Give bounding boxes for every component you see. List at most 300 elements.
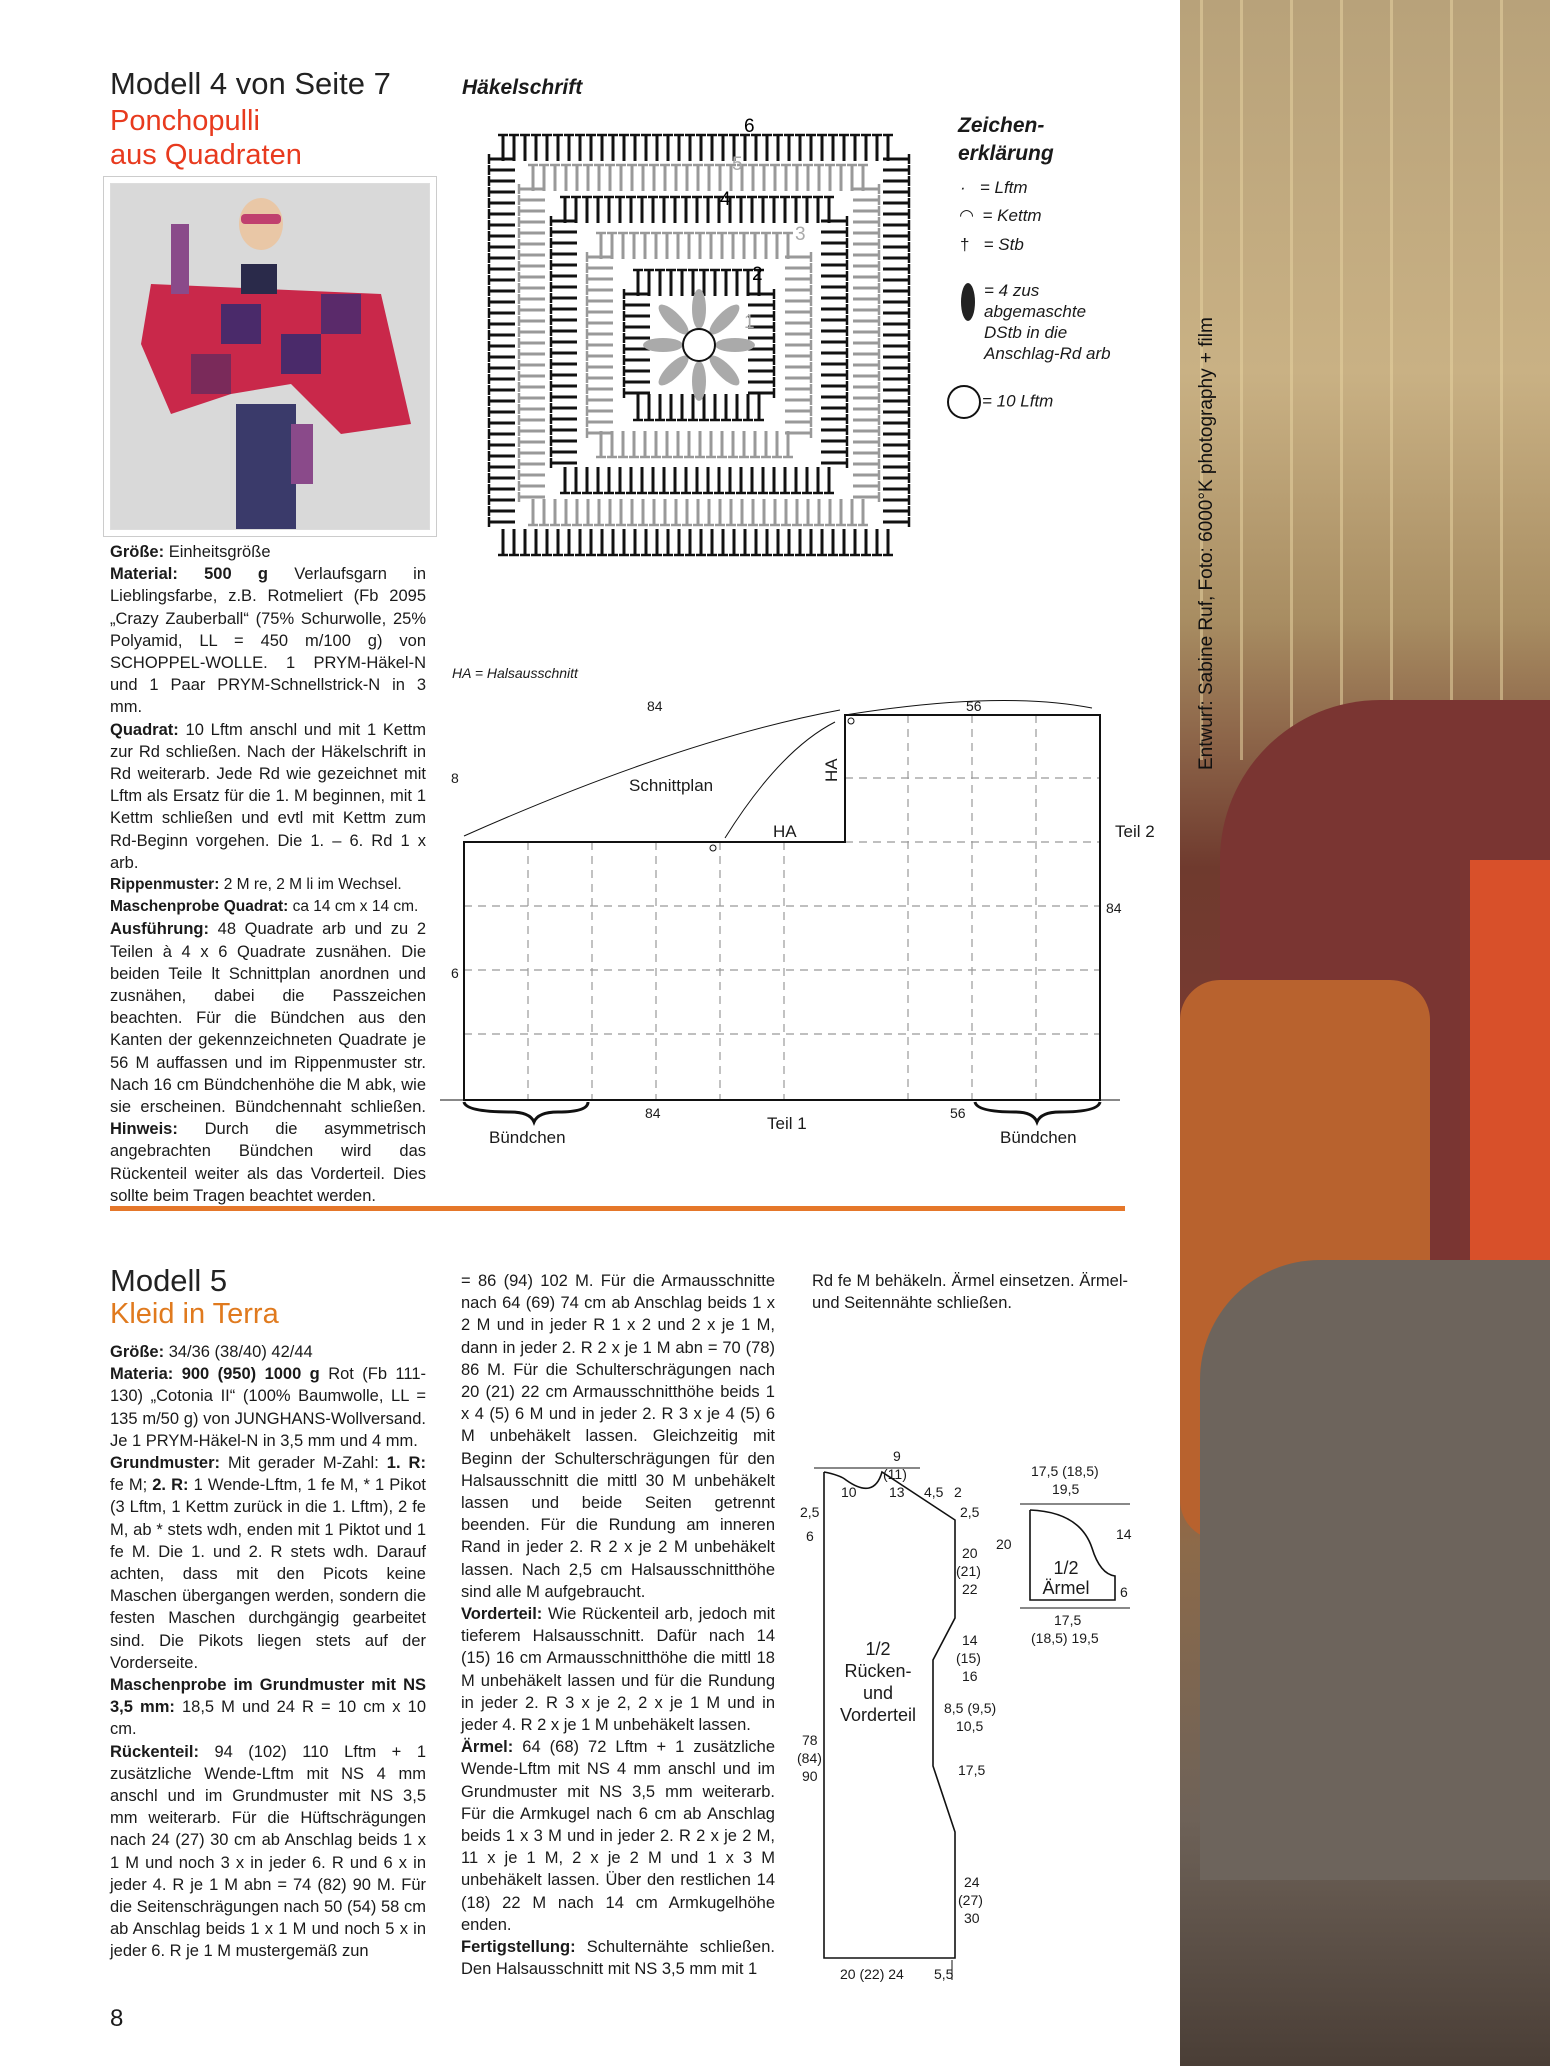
stitch-symbol [821,447,847,457]
stitch-symbol [692,467,702,493]
model4-instructions: Größe: Einheitsgröße Material: 500 g Verlaufsgarn in Lieblingsfarbe, z.B. Rotmeliert (Fb 2095 „Crazy Zauberball“ (75% Schurwolle, 25% Polyamid, LL = 450 m/100 g) von SCHOPPEL-WOLLE. 1 PRYM-Häkel-N und 1 Paar PRYM-Schnellstrick-N in 3 mm. Quadrat: 10 Lftm anschl und mit 1 Kettm zur Rd schließen. Nach der Häkelschrift in Rd weiterarb. Jede Rd wie gezeichnet mit Lftm als Ersatz für die 1. M beginnen, mit 1 Kettm schließen und evtl mit Kettm zum Rd-Beginn vorgehen. Die 1. – 6. Rd 1 x arb. Rippenmuster: 2 M re, 2 M li im Wechsel. Maschenprobe Quadrat: ca 14 cm x 14 cm. Ausführung: 48 Quadrate arb und zu 2 Teilen à 4 x 6 Quadrate zusnähen. Die beiden Teile lt Schnittplan anordnen und zusnähen, dabei die Passzeichen beachten. Für die Bündchen aus den Kanten der gekennzeichneten Quadrate je 56 M auffassen und im Rippenmuster str. Nach 16 cm Bündchenhöhe die M abk, wie sie erscheinen. Bündchennaht schließen. Hinweis: Durch die asymmetrisch angebrachten Bündchen wird das Rückenteil weiter als das Vorderteil. Dies sollte beim Tragen beachtet werden. [110,543,427,1205]
stitch-symbol [853,382,879,392]
stitch-symbol [572,499,582,525]
body-bottom-55: 5,5 [934,1966,954,1982]
stitch-symbol [489,209,515,219]
arc-icon: ◠ [960,206,974,225]
stitch-symbol [651,233,661,259]
stitch-symbol [587,384,613,394]
stitch-symbol [693,499,703,525]
stitch-symbol [649,165,659,191]
stitch-symbol [587,417,613,427]
stitch-symbol [489,308,515,318]
stitch-symbol [586,529,596,555]
stitch-symbol [785,263,811,273]
stitch-symbol [637,467,647,493]
stitch-symbol [660,165,670,191]
stitch-symbol [551,447,577,457]
stitch-symbol [821,282,847,292]
stitch-symbol [615,197,625,223]
stitch-symbol [624,300,650,310]
stitch-symbol [748,300,774,310]
stitch-symbol [597,529,607,555]
stitch-symbol [817,529,827,555]
body-arm-20: 20 [962,1545,978,1561]
stitch-symbol [783,431,793,457]
stitch-symbol [785,318,811,328]
stitch-symbol [641,529,651,555]
model4-title-line2: aus Quadraten [110,139,302,171]
stitch-symbol [587,362,613,372]
stitch-symbol [696,135,706,161]
stitch-symbol [519,327,545,337]
stitch-symbol [682,499,692,525]
stitch-symbol [883,297,909,307]
stitch-symbol [726,499,736,525]
stitch-symbol [560,197,570,223]
stitch-symbol [759,499,769,525]
stitch-symbol [489,264,515,274]
stitch-symbol [551,304,577,314]
stitch-symbol [685,529,695,555]
stitch-symbol [652,135,662,161]
stitch-symbol [553,135,563,161]
stitch-symbol [489,341,515,351]
body-label: 1/2 Rücken- und Vorderteil [839,1639,917,1725]
stitch-symbol [551,370,577,380]
stitch-symbol [883,187,909,197]
stitch-symbol [519,239,545,249]
stitch-symbol [883,462,909,472]
stitch-symbol [718,135,728,161]
stitch-symbol [747,197,757,223]
stitch-symbol [791,467,801,493]
stitch-symbol [663,529,673,555]
stitch-symbol [619,135,629,161]
sleeve-label: 1/2 Ärmel [1042,1558,1090,1598]
stitch-symbol [542,135,552,161]
stitch-symbol [670,467,680,493]
stitch-symbol [619,529,629,555]
stitch-symbol [853,228,879,238]
stitch-symbol [737,499,747,525]
stitch-symbol [489,495,515,505]
body-top-9: 9 [893,1448,901,1464]
stitch-symbol [748,165,758,191]
stitch-symbol [732,270,742,296]
stitch-symbol [853,360,879,370]
stitch-symbol [587,395,613,405]
stitch-symbol [489,407,515,417]
stitch-symbol [707,529,717,555]
stitch-symbol [821,238,847,248]
stitch-symbol [489,396,515,406]
stitch-symbol [728,233,738,259]
stitch-symbol [551,315,577,325]
stitch-symbol [795,529,805,555]
fashion-photo [1180,0,1550,2066]
stitch-symbol [489,253,515,263]
stitch-symbol [604,467,614,493]
stitch-symbol [489,198,515,208]
stitch-symbol [587,406,613,416]
stitch-symbol [715,165,725,191]
stitch-symbol [519,470,545,480]
stitch-symbol [587,296,613,306]
stitch-symbol [714,467,724,493]
stitch-symbol [633,270,643,296]
stitch-symbol [743,394,753,420]
stitch-symbol [759,165,769,191]
stitch-symbol [519,294,545,304]
body-hip-24: 24 [964,1874,980,1890]
stitch-symbol [666,394,676,420]
stitch-symbol [803,499,813,525]
stitch-symbol [489,462,515,472]
sleeve-top2: 19,5 [1052,1481,1080,1497]
stitch-symbol [883,308,909,318]
stitch-symbol [748,355,774,365]
stitch-symbol [728,431,738,457]
stitch-symbol [821,414,847,424]
body-top-10: 10 [841,1484,857,1500]
stitch-symbol [498,529,508,555]
stitch-symbol [847,499,857,525]
stitch-symbol [551,260,577,270]
model5-heading: Modell 5 [110,1263,228,1298]
stitch-symbol [780,467,790,493]
stitch-symbol [633,394,643,420]
body-mid-105: 10,5 [956,1718,984,1734]
stitch-symbol [560,467,570,493]
stitch-symbol [853,437,879,447]
stitch-symbol [652,529,662,555]
cluster-stitch [692,361,706,401]
stitch-symbol [582,467,592,493]
stitch-symbol [677,394,687,420]
stitch-symbol [519,217,545,227]
stitch-symbol [519,415,545,425]
stitch-symbol [883,275,909,285]
stitch-symbol [616,499,626,525]
stitch-symbol [572,165,582,191]
stitch-symbol [587,318,613,328]
stitch-symbol [692,197,702,223]
stitch-symbol [836,499,846,525]
photo-credit: Entwurf: Sabine Ruf, Foto: 6000°K photography + film [1196,317,1217,770]
stitch-symbol [627,165,637,191]
stitch-symbol [551,348,577,358]
stitch-symbol [853,316,879,326]
stitch-symbol [519,448,545,458]
round-4: 4 [720,189,731,210]
stitch-symbol [785,406,811,416]
body-top-45: 4,5 [924,1484,944,1500]
stitch-symbol [681,197,691,223]
stitch-symbol [551,271,577,281]
body-neck-15: (15) [956,1650,981,1666]
stitch-symbol [739,431,749,457]
stitch-symbol [596,233,606,259]
page-number: 8 [110,2005,124,2032]
stitch-symbol [587,340,613,350]
stitch-symbol [630,529,640,555]
stitch-symbol [674,135,684,161]
stitch-symbol [839,529,849,555]
legend-kettm: ◠ = Kettm [960,206,1042,225]
stitch-symbol [853,272,879,282]
body-neck-14: 14 [962,1632,978,1648]
stitch-symbol [649,499,659,525]
stitch-symbol [785,296,811,306]
stitch-symbol [736,467,746,493]
stitch-symbol [519,305,545,315]
stitch-symbol [750,233,760,259]
stitch-symbol [489,484,515,494]
stitch-symbol [519,404,545,414]
stitch-symbol [780,197,790,223]
stitch-symbol [551,414,577,424]
stitch-symbol [618,233,628,259]
stitch-symbol [648,467,658,493]
stitch-symbol [519,206,545,216]
stitch-symbol [519,228,545,238]
stitch-symbol [791,197,801,223]
stitch-symbol [575,529,585,555]
stitch-symbol [883,231,909,241]
model4-photo [110,183,430,530]
stitch-symbol [785,395,811,405]
stitch-symbol [883,352,909,362]
stitch-symbol [659,197,669,223]
stitch-symbol [773,135,783,161]
stitch-symbol [561,499,571,525]
stitch-symbol [624,322,650,332]
body-len-90: 90 [802,1768,818,1784]
cluster-stitch [705,300,743,338]
stitch-symbol [551,293,577,303]
stitch-symbol [821,370,847,380]
stb-icon: † [960,235,970,254]
stitch-symbol [551,392,577,402]
stitch-symbol [519,283,545,293]
dim-bottom-left: 84 [645,1105,661,1121]
circle-icon [946,384,982,420]
stitch-symbol [853,492,879,502]
ha-vertical-label: HA [822,758,841,782]
legend-title: Zeichen- erklärung [958,114,1054,165]
stitch-symbol [883,451,909,461]
stitch-symbol [638,499,648,525]
stitch-symbol [605,165,615,191]
stitch-symbol [853,217,879,227]
stitch-symbol [551,249,577,259]
stitch-symbol [693,165,703,191]
stitch-symbol [673,431,683,457]
body-bottom: 20 (22) 24 [840,1966,904,1982]
stitch-symbol [883,176,909,186]
section-divider [110,1206,1125,1211]
ha-note: HA = Halsausschnitt [452,665,578,681]
stitch-symbol [883,242,909,252]
stitch-symbol [770,499,780,525]
stitch-symbol [489,363,515,373]
stitch-symbol [528,499,538,525]
stitch-symbol [531,135,541,161]
model5-col1: Größe: 34/36 (38/40) 42/44 Materia: 900 (950) 1000 g Rot (Fb 111-130) „Cotonia II“ (100% Baumwolle, LL = 135 m/50 g) von JUNGHANS-Wollversand. Je 1 PRYM-Häkel-N in 3,5 mm und 4 mm. Grundmuster: Mit gerader M-Zahl: 1. R: fe M; 2. R: 1 Wende-Lftm, 1 fe M, * 1 Pikot (3 Lftm, 1 Kettm zurück in die 1. Lftm), 2 fe M, ab * stets wdh, enden mit 1 Piktot und 1 fe M. Die 1. und 2. R stets wdh. Darauf achten, dass mit den Picots keine Maschen übergangen werden, sondern die festen Maschen durchgängig gearbeitet sind. Die Pikots liegen stets auf der Vorderseite. Maschenprobe im Grundmuster mit NS 3,5 mm: 18,5 M und 24 R = 10 cm x 10 cm. Rückenteil: 94 (102) 110 Lftm + 1 zusätzliche Wende-Lftm mit NS 4 mm anschl und im Grundmuster mit NS 3,5 mm weiterarb. Für die Hüftschrägungen nach 24 (27) 30 cm ab Anschlag beids 1 x 1 M und noch 3 x in jeder 6. R und 6 x in jeder 4. R je 1 M abn = 74 (82) 90 M. Für die Seitenschrägungen nach 50 (54) 58 cm ab Anschlag beids 1 x 1 M und noch 5 x in jeder 6. R je 1 M mustergemäß zun [110,1343,427,1961]
stitch-symbol [489,165,515,175]
stitch-symbol [489,473,515,483]
stitch-symbol [785,384,811,394]
stitch-symbol [861,135,871,161]
stitch-symbol [629,431,639,457]
stitch-symbol [519,338,545,348]
round-5: 5 [732,154,743,175]
stitch-symbol [706,233,716,259]
stitch-symbol [883,286,909,296]
stitch-symbol [551,282,577,292]
stitch-symbol [586,135,596,161]
teil2-label: Teil 2 [1115,822,1155,841]
stitch-symbol [853,261,879,271]
body-hip-27: (27) [958,1892,983,1908]
sleeve-schema [1010,1490,1150,1620]
stitch-symbol [685,135,695,161]
stitch-symbol [641,135,651,161]
stitch-symbol [489,286,515,296]
stitch-symbol [551,359,577,369]
stitch-symbol [594,499,604,525]
legend-stb: † = Stb [960,235,1024,254]
stitch-symbol [883,418,909,428]
stitch-symbol [802,467,812,493]
stitch-symbol [624,311,650,321]
stitch-symbol [883,253,909,263]
stitch-symbol [553,529,563,555]
stitch-symbol [821,348,847,358]
stitch-symbol [626,197,636,223]
stitch-symbol [666,270,676,296]
stitch-symbol [519,382,545,392]
stitch-symbol [551,436,577,446]
body-right-25: 2,5 [960,1504,980,1520]
stitch-symbol [710,394,720,420]
stitch-symbol [703,197,713,223]
stitch-symbol [717,233,727,259]
stitch-symbol [519,316,545,326]
stitch-symbol [519,481,545,491]
stitch-symbol [781,499,791,525]
stitch-symbol [489,451,515,461]
stitch-symbol [519,261,545,271]
stitch-symbol [853,349,879,359]
stitch-symbol [575,135,585,161]
stitch-symbol [489,187,515,197]
stitch-symbol [644,394,654,420]
stitch-symbol [662,431,672,457]
round-2: 2 [752,264,763,285]
stitch-symbol [853,305,879,315]
stitch-symbol [821,337,847,347]
stitch-symbol [821,304,847,314]
body-len-78: 78 [802,1732,818,1748]
crochet-chart [462,100,912,590]
stitch-symbol [883,319,909,329]
stitch-symbol [853,393,879,403]
stitch-symbol [821,271,847,281]
body-top-11: (11) [883,1466,907,1482]
cluster-stitch [654,300,692,338]
stitch-symbol [528,165,538,191]
stitch-symbol [883,363,909,373]
stitch-symbol [564,529,574,555]
stitch-symbol [850,529,860,555]
round-1: 1 [744,312,755,333]
schnittplan-title: Schnittplan [629,776,714,795]
stitch-symbol [806,529,816,555]
model5-title: Kleid in Terra [110,1298,279,1330]
stitch-symbol [489,418,515,428]
stitch-symbol [828,529,838,555]
stitch-symbol [853,195,879,205]
stitch-symbol [489,440,515,450]
stitch-symbol [659,467,669,493]
stitch-symbol [607,233,617,259]
buendchen-right-label: Bündchen [1000,1128,1077,1147]
stitch-symbol [853,371,879,381]
stitch-symbol [853,481,879,491]
stitch-symbol [677,270,687,296]
cluster-stitch [715,338,755,352]
stitch-symbol [821,381,847,391]
stitch-symbol [784,529,794,555]
stitch-symbol [773,529,783,555]
stitch-symbol [670,197,680,223]
stitch-symbol [644,270,654,296]
stitch-symbol [850,135,860,161]
stitch-symbol [715,499,725,525]
stitch-symbol [853,415,879,425]
stitch-symbol [821,293,847,303]
stitch-symbol [542,529,552,555]
schnittplan-diagram [440,690,1160,1150]
stitch-symbol [853,448,879,458]
stitch-symbol [748,366,774,376]
stitch-symbol [883,198,909,208]
stitch-symbol [785,351,811,361]
stitch-symbol [671,499,681,525]
cluster-stitch [705,351,743,389]
stitch-symbol [785,274,811,284]
stitch-symbol [821,392,847,402]
stitch-symbol [751,529,761,555]
body-hip-30: 30 [964,1910,980,1926]
round-3: 3 [795,224,806,245]
stitch-symbol [519,459,545,469]
stitch-symbol [551,337,577,347]
stitch-symbol [853,250,879,260]
sleeve-bottom1: 17,5 [1054,1612,1082,1628]
stitch-symbol [519,349,545,359]
stitch-symbol [509,529,519,555]
stitch-symbol [648,197,658,223]
stitch-symbol [710,270,720,296]
stitch-symbol [509,135,519,161]
stitch-symbol [696,529,706,555]
stitch-symbol [732,394,742,420]
model4-heading: Modell 4 von Seite 7 [110,66,391,101]
cluster-stitch [654,351,692,389]
